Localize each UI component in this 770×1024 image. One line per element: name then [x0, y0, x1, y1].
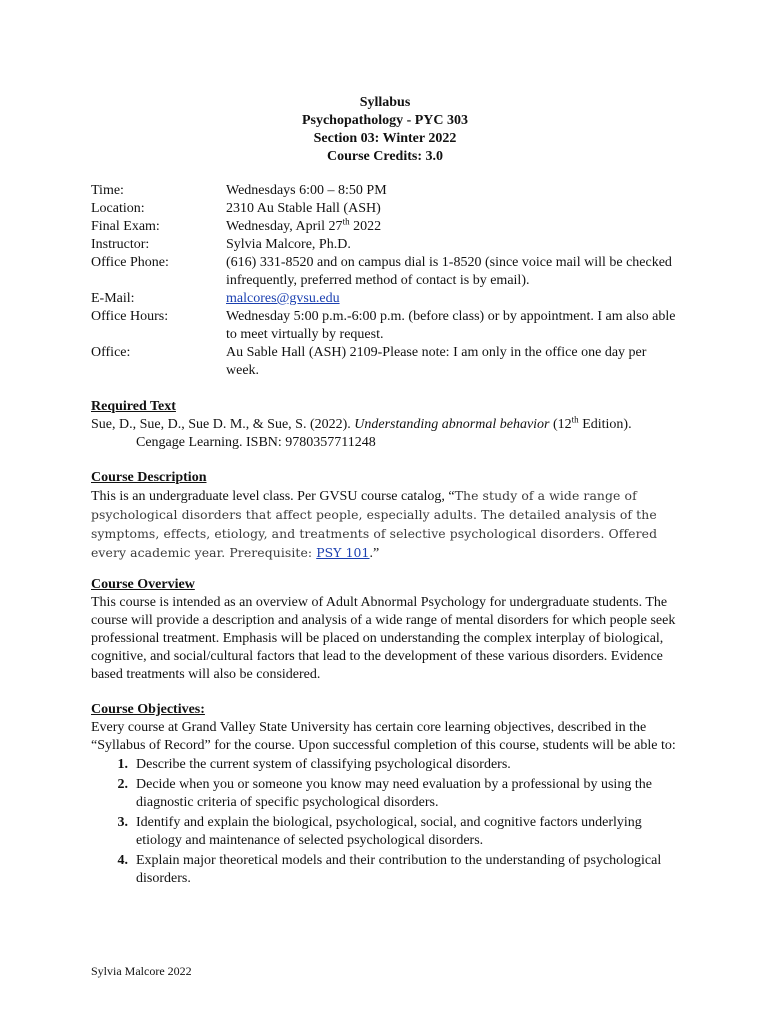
- objective-number: 3.: [117, 815, 128, 830]
- course-description-section: [91, 469, 681, 563]
- required-text-citation: [91, 416, 681, 452]
- description-intro: This is an undergraduate level class. Per GVSU course catalog, “: [91, 489, 455, 504]
- final-exam-label: Final Exam:: [91, 219, 160, 234]
- course-objectives-intro: Every course at Grand Valley State University has certain core learning objectives, described in the “Syllabus of Record” for the course. Upon successful completion of this course, students will be able to:: [91, 720, 676, 753]
- course-info: [91, 182, 691, 380]
- objective-item: [91, 756, 681, 774]
- phone-label: Office Phone:: [91, 255, 169, 270]
- info-row-location: [91, 200, 691, 218]
- citation-authors: Sue, D., Sue, D., Sue D. M., & Sue, S. (2022).: [91, 417, 355, 432]
- info-row-email: [91, 290, 691, 308]
- objective-text: Describe the current system of classifying psychological disorders.: [136, 757, 511, 772]
- citation-edition-ordinal: th: [571, 414, 579, 425]
- objective-number: 1.: [117, 757, 128, 772]
- final-exam-date: Wednesday, April 27: [226, 219, 343, 234]
- objective-number: 2.: [117, 777, 128, 792]
- info-row-instructor: [91, 236, 691, 254]
- office-hours-value: Wednesday 5:00 p.m.-6:00 p.m. (before class) or by appointment. I am also able to meet virtually by request.: [226, 309, 676, 342]
- instructor-value: Sylvia Malcore, Ph.D.: [226, 237, 351, 252]
- location-value: 2310 Au Stable Hall (ASH): [226, 201, 381, 216]
- email-value-cell: [226, 290, 676, 308]
- time-label: Time:: [91, 183, 124, 198]
- office-value: Au Sable Hall (ASH) 2109-Please note: I am only in the office one day per week.: [226, 345, 647, 378]
- course-objectives-title: Course Objectives:: [91, 702, 205, 717]
- final-exam-value: [226, 218, 676, 236]
- header-line-3: Section 03: Winter 2022: [313, 131, 457, 146]
- prerequisite-link[interactable]: PSY 101: [316, 545, 370, 560]
- info-row-office: [91, 344, 691, 380]
- course-overview-title: Course Overview: [91, 577, 195, 592]
- course-objectives-section: [91, 701, 681, 888]
- objective-item: [91, 776, 681, 812]
- citation-publisher: Cengage Learning. ISBN: 9780357711248: [136, 435, 376, 450]
- description-quote-end: .”: [369, 546, 380, 561]
- objective-text: Identify and explain the biological, psychological, social, and cognitive factors underlying etiology and maintenance of selected psychological disorders.: [136, 815, 642, 848]
- info-row-final-exam: [91, 218, 691, 236]
- objective-text: Explain major theoretical models and their contribution to the understanding of psychological disorders.: [136, 853, 662, 886]
- office-label: Office:: [91, 345, 131, 360]
- citation-edition: (12: [549, 417, 572, 432]
- description-catalog-quote: The study of a wide range of psychological disorders that affect people, especially adults. The detailed analysis of the symptoms, effects, etiology, and treatments of selective psychological disorders. Offered every academic year. Prerequisite:: [91, 488, 658, 560]
- header-line-2: Psychopathology - PYC 303: [301, 113, 469, 128]
- office-hours-label: Office Hours:: [91, 309, 169, 324]
- phone-value: (616) 331-8520 and on campus dial is 1-8520 (since voice mail will be checked infrequently, preferred method of contact is by email).: [226, 255, 672, 288]
- objective-item: [91, 814, 681, 850]
- time-value: Wednesdays 6:00 – 8:50 PM: [226, 183, 387, 198]
- info-row-office-hours: [91, 308, 691, 344]
- course-overview-section: [91, 576, 681, 684]
- info-row-phone: [91, 254, 691, 290]
- syllabus-header: [0, 94, 770, 166]
- page-footer: Sylvia Malcore 2022: [91, 964, 192, 978]
- header-line-4: Course Credits: 3.0: [326, 149, 443, 164]
- objective-text: Decide when you or someone you know may need evaluation by a professional by using the diagnostic criteria of specific psychological disorders.: [136, 777, 652, 810]
- course-description-title: Course Description: [91, 470, 207, 485]
- objectives-list: [91, 756, 681, 888]
- email-label: E-Mail:: [91, 291, 135, 306]
- objective-item: [91, 852, 681, 888]
- citation-edition-end: Edition).: [578, 417, 632, 432]
- location-label: Location:: [91, 201, 145, 216]
- citation-book-title: Understanding abnormal behavior: [354, 417, 550, 432]
- final-exam-ordinal: th: [342, 216, 350, 227]
- email-link[interactable]: malcores@gvsu.edu: [226, 291, 340, 306]
- header-line-1: Syllabus: [359, 95, 411, 110]
- final-exam-year: 2022: [349, 219, 382, 234]
- required-text-section: [91, 398, 681, 452]
- required-text-title: Required Text: [91, 399, 176, 414]
- instructor-label: Instructor:: [91, 237, 150, 252]
- course-overview-body: This course is intended as an overview of Adult Abnormal Psychology for undergraduate students. The course will provide a description and analysis of a wide range of mental disorders for which people seek professional treatment. Emphasis will be placed on understanding the complex interplay of biological, cognitive, and social/cultural factors that lead to the development of these various disorders. Evidence based treatments will also be considered.: [91, 595, 676, 682]
- course-description-body: [91, 487, 681, 563]
- objective-number: 4.: [117, 853, 128, 868]
- info-row-time: [91, 182, 691, 200]
